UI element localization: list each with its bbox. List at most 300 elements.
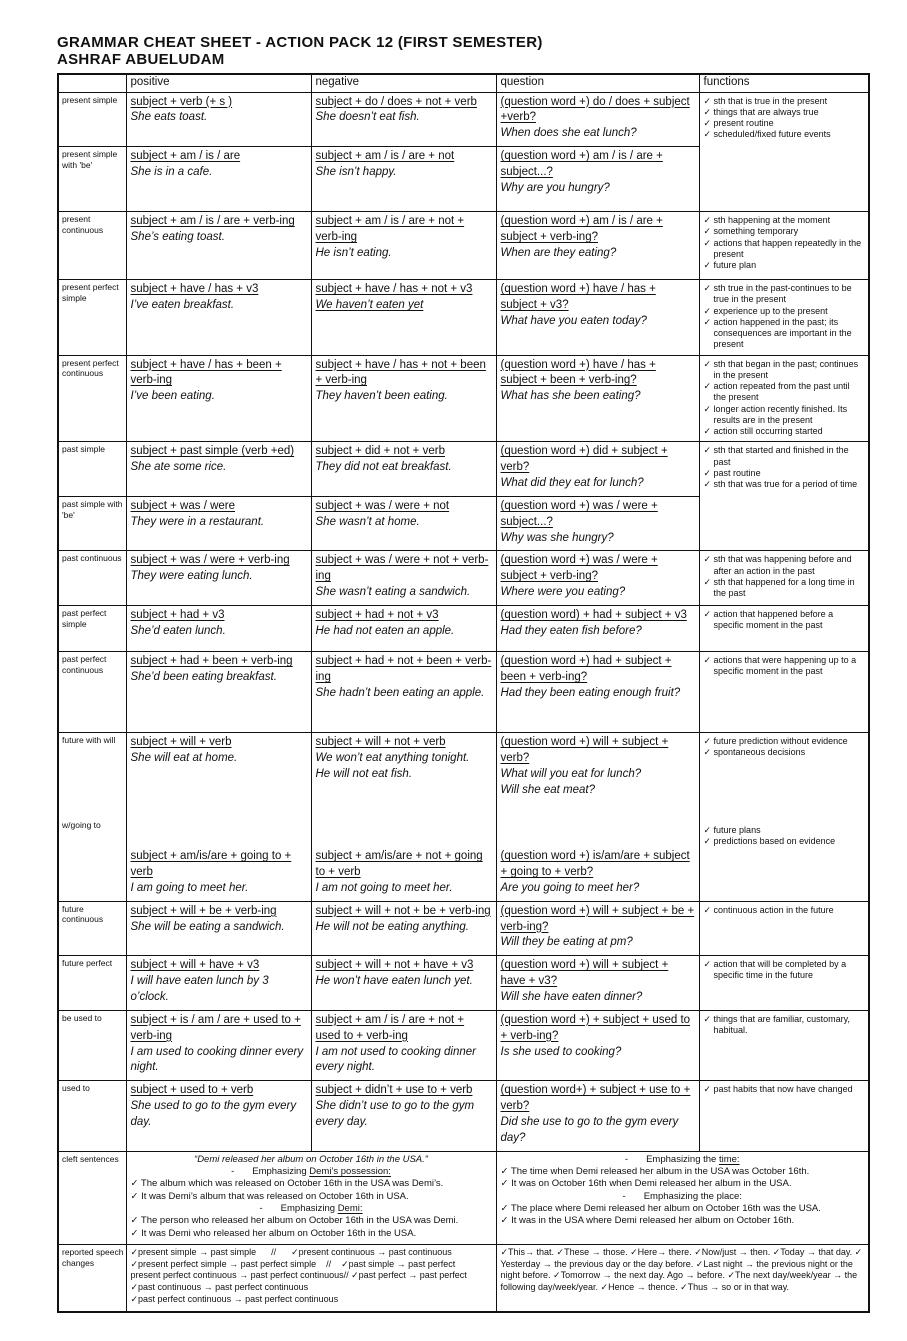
- formula-text: subject + used to + verb: [130, 1084, 254, 1097]
- cleft-item: ✓ The time when Demi released her album in the USA was October 16th.: [500, 1166, 810, 1178]
- cleft-item: ✓ The person who released her album on October 16th in the USA was Demi.: [130, 1215, 459, 1227]
- pattern-block: [316, 958, 492, 990]
- dash-bullet: -: [624, 1153, 629, 1165]
- question-cell: [496, 1081, 699, 1151]
- positive-cell: [126, 147, 311, 212]
- tense-row: [58, 606, 869, 652]
- formula-text: subject + have / has + v3: [130, 283, 259, 296]
- functions-group: [704, 96, 865, 141]
- formula-text: (question word+) + subject + use to + verb?: [500, 1084, 691, 1113]
- pattern-block: [131, 553, 307, 585]
- question-cell: [496, 92, 699, 147]
- functions-group: [704, 959, 865, 982]
- row-label: [58, 652, 126, 733]
- question-cell: [496, 442, 699, 497]
- negative-cell: [311, 1081, 496, 1151]
- tense-row: [58, 652, 869, 733]
- functions-cell: [699, 92, 869, 212]
- example-text: She’d been eating breakfast.: [130, 670, 277, 683]
- negative-cell: [311, 606, 496, 652]
- row-label: [58, 1081, 126, 1151]
- pattern-block: [501, 849, 695, 897]
- function-item: ✓ sth that was happening before and after an action in the past: [703, 554, 852, 576]
- example-text: They were eating lunch.: [130, 570, 253, 583]
- cleft-heading: [501, 1191, 865, 1203]
- question-cell: [496, 280, 699, 356]
- pattern-block: [316, 608, 492, 640]
- example-text: We haven’t eaten yet: [315, 298, 424, 311]
- function-item: ✓ spontaneous decisions: [703, 747, 806, 758]
- reported-line: ✓present simple → past simple // ✓present continuous → past continuous: [130, 1247, 452, 1258]
- tense-row: [58, 901, 869, 956]
- cleft-item: ✓ The album which was released on October 16th in the USA was Demi’s.: [130, 1178, 444, 1190]
- row-label-text: present simple with 'be': [62, 149, 118, 170]
- functions-cell: [699, 1010, 869, 1080]
- positive-cell: [126, 551, 311, 606]
- formula-text: (question word +) am / is / are + subject...?: [500, 150, 663, 178]
- functions-group: [704, 283, 865, 351]
- example-text: I am not going to meet her.: [315, 881, 453, 894]
- row-label-text: w/going to: [62, 819, 101, 830]
- pattern-block: [131, 499, 307, 531]
- functions-group: [704, 554, 865, 599]
- cleft-heading-emphasis: Demi’s possession:: [309, 1166, 391, 1178]
- example-text: I am not used to cooking dinner every night.: [315, 1045, 476, 1074]
- function-item: ✓ action that happened before a specific moment in the past: [703, 609, 834, 631]
- dash-bullet: -: [622, 1190, 626, 1202]
- pattern-block: [501, 149, 695, 197]
- formula-text: subject + will + not + be + verb-ing: [315, 904, 491, 917]
- column-header-question: question: [496, 74, 699, 92]
- example-text: She used to go to the gym every day.: [130, 1100, 297, 1128]
- cleft-heading-pre: Emphasizing: [280, 1203, 338, 1215]
- example-text: Why was she hungry?: [500, 531, 614, 544]
- functions-cell: [699, 280, 869, 356]
- negative-cell: [311, 551, 496, 606]
- formula-text: subject + will + not + verb: [315, 736, 446, 749]
- pattern-block: [131, 358, 307, 406]
- column-header-negative: negative: [311, 74, 496, 92]
- question-cell: [496, 901, 699, 956]
- cleft-heading: [131, 1203, 492, 1215]
- pattern-block: [316, 1013, 492, 1076]
- formula-text: subject + will + be + verb-ing: [130, 904, 277, 917]
- example-text: Are you going to meet her?: [500, 881, 640, 894]
- functions-group: [704, 736, 865, 759]
- header-row: [58, 74, 869, 92]
- function-item: ✓ past routine: [703, 467, 761, 478]
- pattern-block: [501, 214, 695, 262]
- question-cell: [496, 606, 699, 652]
- positive-cell: [126, 733, 311, 902]
- cleft-heading: [131, 1166, 492, 1178]
- negative-cell: [311, 496, 496, 551]
- row-label-text: present perfect continuous: [62, 357, 119, 379]
- functions-group: [704, 609, 865, 632]
- pattern-block: [131, 95, 307, 127]
- formula-text: subject + am/is/are + going to + verb: [130, 850, 292, 878]
- pattern-block: [316, 282, 492, 314]
- function-item: ✓ something temporary: [703, 226, 799, 237]
- example-text: I’ve been eating.: [130, 390, 215, 403]
- pattern-block: [131, 735, 307, 823]
- pattern-block: [501, 444, 695, 492]
- cleft-heading-emphasis: Demi:: [337, 1203, 363, 1215]
- row-label-text: past simple: [62, 444, 105, 455]
- question-cell: [496, 212, 699, 280]
- function-item: ✓ action that will be completed by a specific time in the future: [703, 959, 847, 981]
- formula-text: subject + will + not + have + v3: [315, 959, 474, 972]
- functions-group: [704, 905, 865, 916]
- formula-text: subject + was / were + verb-ing: [130, 554, 290, 567]
- functions-cell: [699, 1081, 869, 1151]
- function-item: ✓ present routine: [703, 118, 774, 128]
- pattern-block: [501, 358, 695, 406]
- example-text: She didn’t use to go to the gym every day.: [315, 1100, 475, 1128]
- row-label-text: future with will: [62, 735, 116, 746]
- row-label-text: future perfect: [62, 958, 113, 969]
- formula-text: subject + was / were + not: [315, 499, 450, 512]
- example-text: He won’t have eaten lunch yet.: [315, 975, 473, 988]
- example-text: They haven’t been eating.: [315, 390, 448, 403]
- positive-cell: [126, 1010, 311, 1080]
- pattern-block: [501, 735, 695, 823]
- pattern-block: [501, 95, 695, 143]
- row-label: [58, 606, 126, 652]
- grammar-table: [57, 73, 870, 1313]
- pattern-block: [316, 95, 492, 127]
- function-item: ✓ sth that started and finished in the past: [703, 445, 849, 467]
- pattern-block: [131, 1083, 307, 1131]
- pattern-block: [131, 214, 307, 246]
- negative-cell: [311, 901, 496, 956]
- example-text: Will they be eating at pm?: [500, 936, 633, 949]
- negative-cell: [311, 355, 496, 442]
- positive-cell: [126, 496, 311, 551]
- function-item: ✓ continuous action in the future: [703, 904, 834, 915]
- function-item: ✓ sth true in the past-continues to be true in the present: [703, 283, 852, 305]
- formula-text: (question word +) + subject + used to + verb-ing?: [500, 1013, 691, 1042]
- tense-row: [58, 92, 869, 147]
- formula-text: subject + will + have + v3: [130, 959, 260, 972]
- pattern-block: [316, 149, 492, 181]
- formula-text: (question word) + had + subject + v3: [500, 609, 687, 622]
- formula-text: (question word +) will + subject + be + verb-ing?: [500, 904, 695, 933]
- formula-text: subject + am / is / are: [130, 150, 241, 163]
- formula-text: subject + is / am / are + used to + verb-ing: [130, 1013, 301, 1042]
- formula-text: (question word +) am / is / are + subject + verb-ing?: [500, 215, 663, 243]
- example-text: He had not eaten an apple.: [315, 624, 455, 637]
- function-item: ✓ sth that was true for a period of time: [703, 479, 858, 490]
- pattern-block: [316, 1083, 492, 1131]
- formula-text: (question word +) had + subject + been + verb-ing?: [500, 655, 672, 683]
- tense-row: [58, 355, 869, 442]
- example-text: What will you eat for lunch?: [500, 767, 642, 780]
- function-item: ✓ sth that is true in the present: [703, 95, 828, 106]
- positive-cell: [126, 652, 311, 733]
- question-cell: [496, 496, 699, 551]
- function-item: ✓ predictions based on evidence: [703, 835, 836, 846]
- example-text: Why are you hungry?: [500, 181, 610, 194]
- row-label-text: used to: [62, 1083, 90, 1094]
- formula-text: subject + am/is/are + not + going to + verb: [315, 850, 483, 878]
- row-label-text: past simple with 'be': [62, 498, 123, 520]
- pattern-block: [131, 904, 307, 936]
- cleft-item: ✓ It was on October 16th when Demi released her album in the USA.: [500, 1178, 792, 1190]
- row-label: [58, 212, 126, 280]
- function-item: ✓ past habits that now have changed: [703, 1084, 853, 1095]
- pattern-block: [316, 849, 492, 897]
- row-label-text: present perfect simple: [62, 282, 119, 303]
- row-label: [58, 733, 126, 902]
- column-header-positive: positive: [126, 74, 311, 92]
- positive-cell: [126, 355, 311, 442]
- tense-row: [58, 733, 869, 902]
- functions-group: [704, 1014, 865, 1037]
- row-label: [58, 280, 126, 356]
- formula-text: (question word +) did + subject + verb?: [500, 445, 668, 474]
- formula-text: subject + do / does + not + verb: [315, 95, 477, 108]
- cleft-sentences-row: [58, 1151, 869, 1244]
- example-text: He isn’t eating.: [315, 246, 392, 259]
- table-body: [58, 92, 869, 1312]
- example-text: I am going to meet her.: [130, 881, 249, 894]
- pattern-block: [316, 553, 492, 601]
- pattern-block: [501, 958, 695, 1006]
- negative-cell: [311, 92, 496, 147]
- reported-line: ✓past continuous → past perfect continuous: [130, 1282, 309, 1293]
- positive-cell: [126, 212, 311, 280]
- cleft-heading: [501, 1154, 865, 1166]
- question-cell: [496, 147, 699, 212]
- formula-text: subject + will + verb: [130, 736, 232, 749]
- cleft-heading-pre: Emphasizing the: [643, 1190, 717, 1202]
- positive-cell: [126, 956, 311, 1011]
- formula-text: (question word +) is/am/are + subject + going to + verb?: [500, 850, 690, 878]
- row-label-text: present simple: [62, 94, 118, 105]
- example-text: When are they eating?: [500, 246, 617, 259]
- functions-cell: [699, 442, 869, 551]
- example-text: He will not eat fish.: [315, 767, 413, 780]
- formula-text: subject + past simple (verb +ed): [130, 445, 295, 458]
- row-label-text: past perfect continuous: [62, 654, 107, 675]
- row-label: [58, 551, 126, 606]
- cleft-heading-pre: Emphasizing the: [646, 1153, 719, 1165]
- functions-group: [704, 359, 865, 438]
- pattern-block: [316, 499, 492, 531]
- tense-row: [58, 1010, 869, 1080]
- row-label: [58, 901, 126, 956]
- row-label-text: be used to: [62, 1012, 102, 1023]
- cleft-left-cell: [126, 1151, 496, 1244]
- example-text: Will she eat meat?: [500, 783, 595, 796]
- function-item: ✓ future plans: [703, 824, 761, 835]
- example-text: Had they been eating enough fruit?: [500, 686, 681, 699]
- row-label: [58, 1010, 126, 1080]
- functions-group: [704, 445, 865, 490]
- pattern-block: [316, 735, 492, 823]
- question-cell: [496, 652, 699, 733]
- example-text: They did not eat breakfast.: [315, 461, 452, 474]
- example-text: He will not be eating anything.: [315, 920, 469, 933]
- negative-cell: [311, 212, 496, 280]
- formula-text: subject + had + not + v3: [315, 609, 439, 622]
- example-text: She’d eaten lunch.: [130, 624, 226, 637]
- question-cell: [496, 551, 699, 606]
- negative-cell: [311, 733, 496, 902]
- formula-text: (question word +) have / has + subject + v3?: [500, 283, 656, 311]
- example-text: She will eat at home.: [130, 751, 238, 764]
- row-label-text: past continuous: [62, 553, 122, 564]
- cleft-item: ✓ It was in the USA where Demi released her album on October 16th.: [500, 1215, 795, 1227]
- positive-cell: [126, 901, 311, 956]
- pattern-block: [501, 1083, 695, 1146]
- functions-cell: [699, 652, 869, 733]
- formula-text: subject + have / has + not + v3: [315, 283, 473, 296]
- negative-cell: [311, 1010, 496, 1080]
- question-cell: [496, 733, 699, 902]
- example-text: Had they eaten fish before?: [500, 624, 642, 637]
- functions-group: [704, 825, 865, 848]
- column-header-blank: [58, 74, 126, 92]
- negative-cell: [311, 280, 496, 356]
- row-label: [58, 442, 126, 497]
- cleft-heading-emphasis: place:: [716, 1190, 742, 1202]
- function-item: ✓ future plan: [703, 260, 757, 271]
- formula-text: (question word +) was / were + subject...?: [500, 499, 658, 528]
- formula-text: subject + did + not + verb: [315, 445, 445, 458]
- question-cell: [496, 1010, 699, 1080]
- functions-cell: [699, 551, 869, 606]
- example-text: Will she have eaten dinner?: [500, 990, 643, 1003]
- row-label: cleft sentences: [58, 1151, 126, 1244]
- formula-text: subject + am / is / are + not + used to + verb-ing: [315, 1013, 465, 1042]
- tense-row: [58, 280, 869, 356]
- positive-cell: [126, 1081, 311, 1151]
- pattern-block: [131, 608, 307, 640]
- functions-cell: [699, 733, 869, 902]
- row-label: [58, 956, 126, 1011]
- example-text: They were in a restaurant.: [130, 515, 265, 528]
- function-item: ✓ actions that happen repeatedly in the present: [703, 237, 862, 259]
- functions-cell: [699, 212, 869, 280]
- example-text: She isn’t happy.: [315, 165, 397, 178]
- pattern-block: [501, 1013, 695, 1061]
- cleft-quote: “Demi released her album on October 16th in the USA.”: [194, 1153, 428, 1165]
- negative-cell: [311, 147, 496, 212]
- functions-cell: [699, 956, 869, 1011]
- row-label-text: present continuous: [62, 214, 104, 235]
- page-title: GRAMMAR CHEAT SHEET - ACTION PACK 12 (FIRST SEMESTER): [57, 34, 543, 51]
- pattern-block: [501, 553, 695, 601]
- formula-text: subject + am / is / are + not + verb-ing: [315, 215, 465, 243]
- tense-row: [58, 442, 869, 497]
- pattern-block: [316, 654, 492, 702]
- pattern-block: [131, 1013, 307, 1076]
- formula-text: subject + was / were: [130, 499, 236, 512]
- example-text: Did she use to go to the gym every day?: [500, 1115, 679, 1144]
- tense-row: [58, 1081, 869, 1151]
- example-text: I will have eaten lunch by 3 o’clock.: [130, 975, 269, 1003]
- example-text: She’s eating toast.: [130, 230, 225, 243]
- example-text: She is in a cafe.: [130, 165, 213, 178]
- pattern-block: [131, 444, 307, 476]
- cleft-item: ✓ It was Demi who released her album on October 16th in the USA.: [130, 1227, 417, 1239]
- formula-text: subject + had + been + verb-ing: [130, 655, 293, 668]
- example-text: She ate some rice.: [130, 461, 227, 474]
- function-item: ✓ sth happening at the moment: [703, 215, 831, 226]
- negative-cell: [311, 652, 496, 733]
- function-item: ✓ things that are familiar, customary, habitual.: [703, 1013, 850, 1036]
- formula-text: subject + had + not + been + verb-ing: [315, 655, 492, 683]
- function-item: ✓ sth that began in the past; continues in the present: [703, 358, 859, 380]
- row-label: [58, 92, 126, 147]
- tense-row: [58, 551, 869, 606]
- functions-cell: [699, 606, 869, 652]
- formula-text: (question word +) will + subject + verb?: [500, 736, 669, 764]
- formula-text: (question word +) will + subject + have + v3?: [500, 959, 669, 988]
- reported-right-cell: [496, 1245, 869, 1312]
- example-text: What has she been eating?: [500, 390, 641, 403]
- reported-line: present perfect continuous → past perfect continuous// ✓past perfect → past perfect: [130, 1270, 467, 1281]
- negative-cell: [311, 442, 496, 497]
- functions-cell: [699, 355, 869, 442]
- reported-right-text: ✓This→ that. ✓These → those. ✓Here→ there. ✓Now/just → then. ✓Today → that day. ✓ Yesterday → the previous day or the day before. ✓Last night → the previous night or the night before. ✓Tomorrow → the next day. Ago → before. ✓The next day/week/year → the following day/week/year. ✓Hence → thence. ✓Thus → so or in that way.: [500, 1247, 863, 1293]
- row-label-text: future continuous: [62, 903, 104, 925]
- positive-cell: [126, 92, 311, 147]
- formula-text: subject + didn’t + use to + verb: [315, 1084, 473, 1097]
- cleft-item: ✓ It was Demi’s album that was released on October 16th in USA.: [130, 1190, 409, 1202]
- pattern-block: [316, 358, 492, 406]
- reported-line: ✓present perfect simple → past perfect simple // ✓past simple → past perfect: [130, 1258, 456, 1269]
- row-label-text: past perfect simple: [62, 608, 107, 629]
- function-item: ✓ action repeated from the past until the present: [703, 381, 850, 403]
- pattern-block: [131, 654, 307, 686]
- formula-text: (question word +) was / were + subject + verb-ing?: [500, 554, 658, 583]
- reported-left-cell: [126, 1245, 496, 1312]
- example-text: When does she eat lunch?: [500, 127, 637, 140]
- function-item: ✓ action still occurring started: [703, 426, 823, 437]
- cleft-heading-pre: Emphasizing: [252, 1166, 310, 1178]
- positive-cell: [126, 442, 311, 497]
- pattern-block: [131, 149, 307, 181]
- function-item: ✓ actions that were happening up to a specific moment in the past: [703, 655, 857, 677]
- positive-cell: [126, 280, 311, 356]
- cleft-item: ✓ The place where Demi released her album on October 16th was the USA.: [500, 1203, 821, 1215]
- example-text: She will be eating a sandwich.: [130, 920, 285, 933]
- formula-text: subject + had + v3: [130, 609, 225, 622]
- example-text: She eats toast.: [130, 111, 208, 124]
- pattern-block: [316, 904, 492, 936]
- function-item: ✓ things that are always true: [703, 106, 819, 117]
- negative-cell: [311, 956, 496, 1011]
- function-item: ✓ sth that happened for a long time in the past: [703, 576, 855, 599]
- formula-text: subject + have / has + not + been + verb-ing: [315, 358, 486, 387]
- pattern-block: [131, 849, 307, 897]
- pattern-block: [131, 958, 307, 1006]
- formula-text: (question word +) do / does + subject +verb?: [500, 95, 690, 124]
- pattern-block: [316, 444, 492, 476]
- example-text: We won’t eat anything tonight.: [315, 751, 470, 764]
- example-text: She doesn’t eat fish.: [315, 111, 420, 124]
- pattern-block: [501, 499, 695, 547]
- formula-text: subject + have / has + been + verb-ing: [130, 358, 282, 387]
- row-label: [58, 496, 126, 551]
- pattern-block: [501, 282, 695, 330]
- question-cell: [496, 355, 699, 442]
- functions-group: [704, 655, 865, 678]
- example-text: I’ve eaten breakfast.: [130, 298, 235, 311]
